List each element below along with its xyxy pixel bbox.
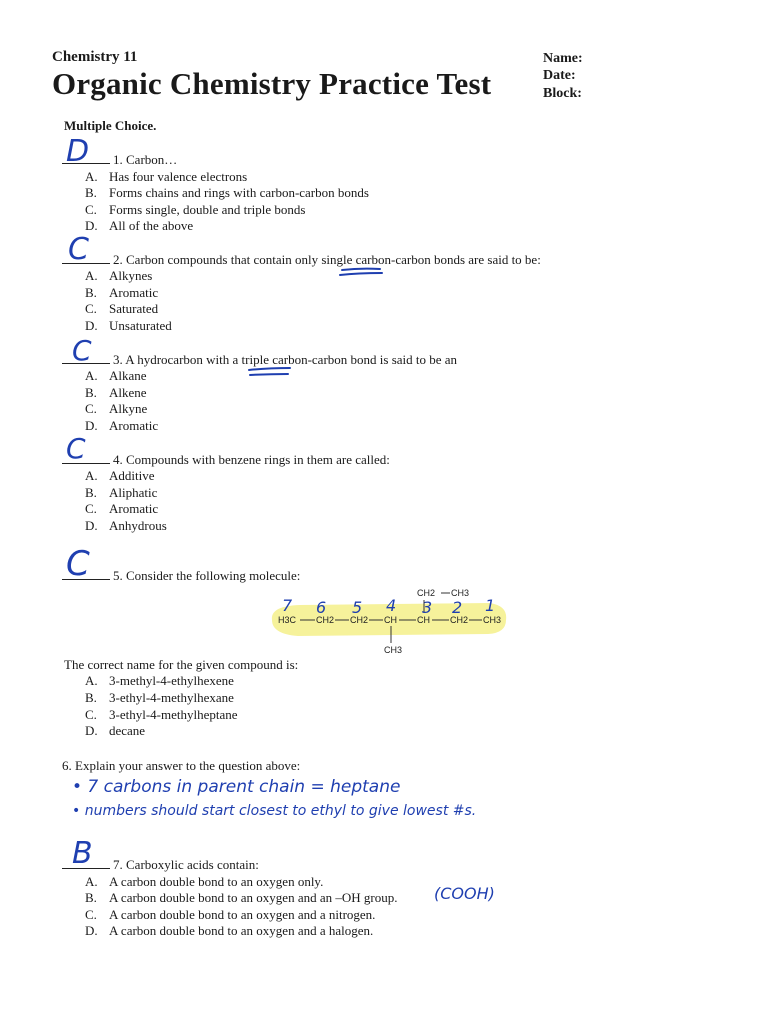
question-7: 7. Carboxylic acids contain: — [62, 857, 259, 873]
option: D. All of the above — [85, 218, 194, 233]
question-5-followup: The correct name for the given compound is: — [64, 657, 299, 672]
handwritten-answer-4: C — [66, 432, 86, 465]
option: D. Anhydrous — [85, 518, 167, 533]
option: A. Has four valence electrons — [85, 169, 248, 184]
option: C. Alkyne — [85, 401, 148, 416]
handwritten-answer-1: D — [66, 134, 90, 169]
handwritten-answer-5: C — [66, 544, 90, 584]
question-1: 1. Carbon… — [62, 152, 177, 168]
atom-label: CH2 — [417, 588, 436, 598]
option: D. Unsaturated — [85, 318, 172, 333]
atom-label: H3C — [278, 615, 297, 625]
handwritten-note-1: • 7 carbons in parent chain = heptane — [72, 777, 401, 797]
block-label: Block: — [543, 86, 582, 101]
option: C. A carbon double bond to an oxygen and a nitrogen. — [85, 907, 376, 922]
section-title: Multiple Choice. — [64, 118, 157, 133]
option: D. Aromatic — [85, 418, 159, 433]
option: C. Forms single, double and triple bonds — [85, 202, 306, 217]
name-label: Name: — [543, 51, 583, 66]
handwritten-number: 2 — [452, 598, 463, 617]
option: A. Alkane — [85, 368, 147, 383]
atom-label: CH3 — [451, 588, 470, 598]
atom-label: CH2 — [350, 615, 369, 625]
handwritten-number: 1 — [485, 596, 496, 615]
date-label: Date: — [543, 68, 576, 83]
option: D. A carbon double bond to an oxygen and a halogen. — [85, 923, 374, 938]
course-label: Chemistry 11 — [52, 49, 138, 65]
handwritten-answer-3: C — [72, 334, 92, 367]
option: A. Alkynes — [85, 268, 153, 283]
option: B. Aliphatic — [85, 485, 158, 500]
option: B. 3-ethyl-4-methylhexane — [85, 690, 234, 705]
question-5: 5. Consider the following molecule: — [62, 568, 300, 584]
handwritten-note-2: • numbers should start closest to ethyl to give lowest #s. — [72, 803, 477, 819]
handwritten-note-cooh: (COOH) — [434, 884, 495, 903]
question-4: 4. Compounds with benzene rings in them are called: — [62, 452, 390, 468]
handwritten-number: 6 — [316, 598, 327, 617]
atom-label: CH — [417, 615, 430, 625]
option: A. A carbon double bond to an oxygen only. — [85, 874, 324, 889]
option: C. 3-ethyl-4-methylheptane — [85, 707, 238, 722]
option: B. A carbon double bond to an oxygen and an –OH group. — [85, 890, 398, 905]
handwritten-number: 7 — [282, 596, 293, 615]
handwritten-number: 4 — [386, 596, 397, 615]
handwritten-answer-7: B — [72, 836, 93, 871]
option: A. Additive — [85, 468, 155, 483]
handwritten-number: 5 — [352, 598, 363, 617]
atom-label: CH3 — [483, 615, 502, 625]
question-6: 6. Explain your answer to the question above: — [62, 758, 301, 773]
option: D. decane — [85, 723, 146, 738]
option: C. Saturated — [85, 301, 159, 316]
question-3: 3. A hydrocarbon with a triple carbon-carbon bond is said to be an — [62, 352, 457, 368]
atom-label: CH2 — [316, 615, 335, 625]
handwritten-number: 3 — [422, 598, 433, 617]
option: C. Aromatic — [85, 501, 159, 516]
option: B. Alkene — [85, 385, 147, 400]
option: B. Forms chains and rings with carbon-carbon bonds — [85, 185, 369, 200]
handwritten-underlines — [249, 269, 382, 375]
handwritten-answer-2: C — [68, 232, 89, 267]
question-2: 2. Carbon compounds that contain only single carbon-carbon bonds are said to be: — [62, 252, 541, 268]
atom-label: CH2 — [450, 615, 469, 625]
page-title: Organic Chemistry Practice Test — [52, 66, 492, 101]
atom-label: CH3 — [384, 645, 403, 655]
option: B. Aromatic — [85, 285, 159, 300]
atom-label: CH — [384, 615, 397, 625]
option: A. 3-methyl-4-ethylhexene — [85, 673, 234, 688]
